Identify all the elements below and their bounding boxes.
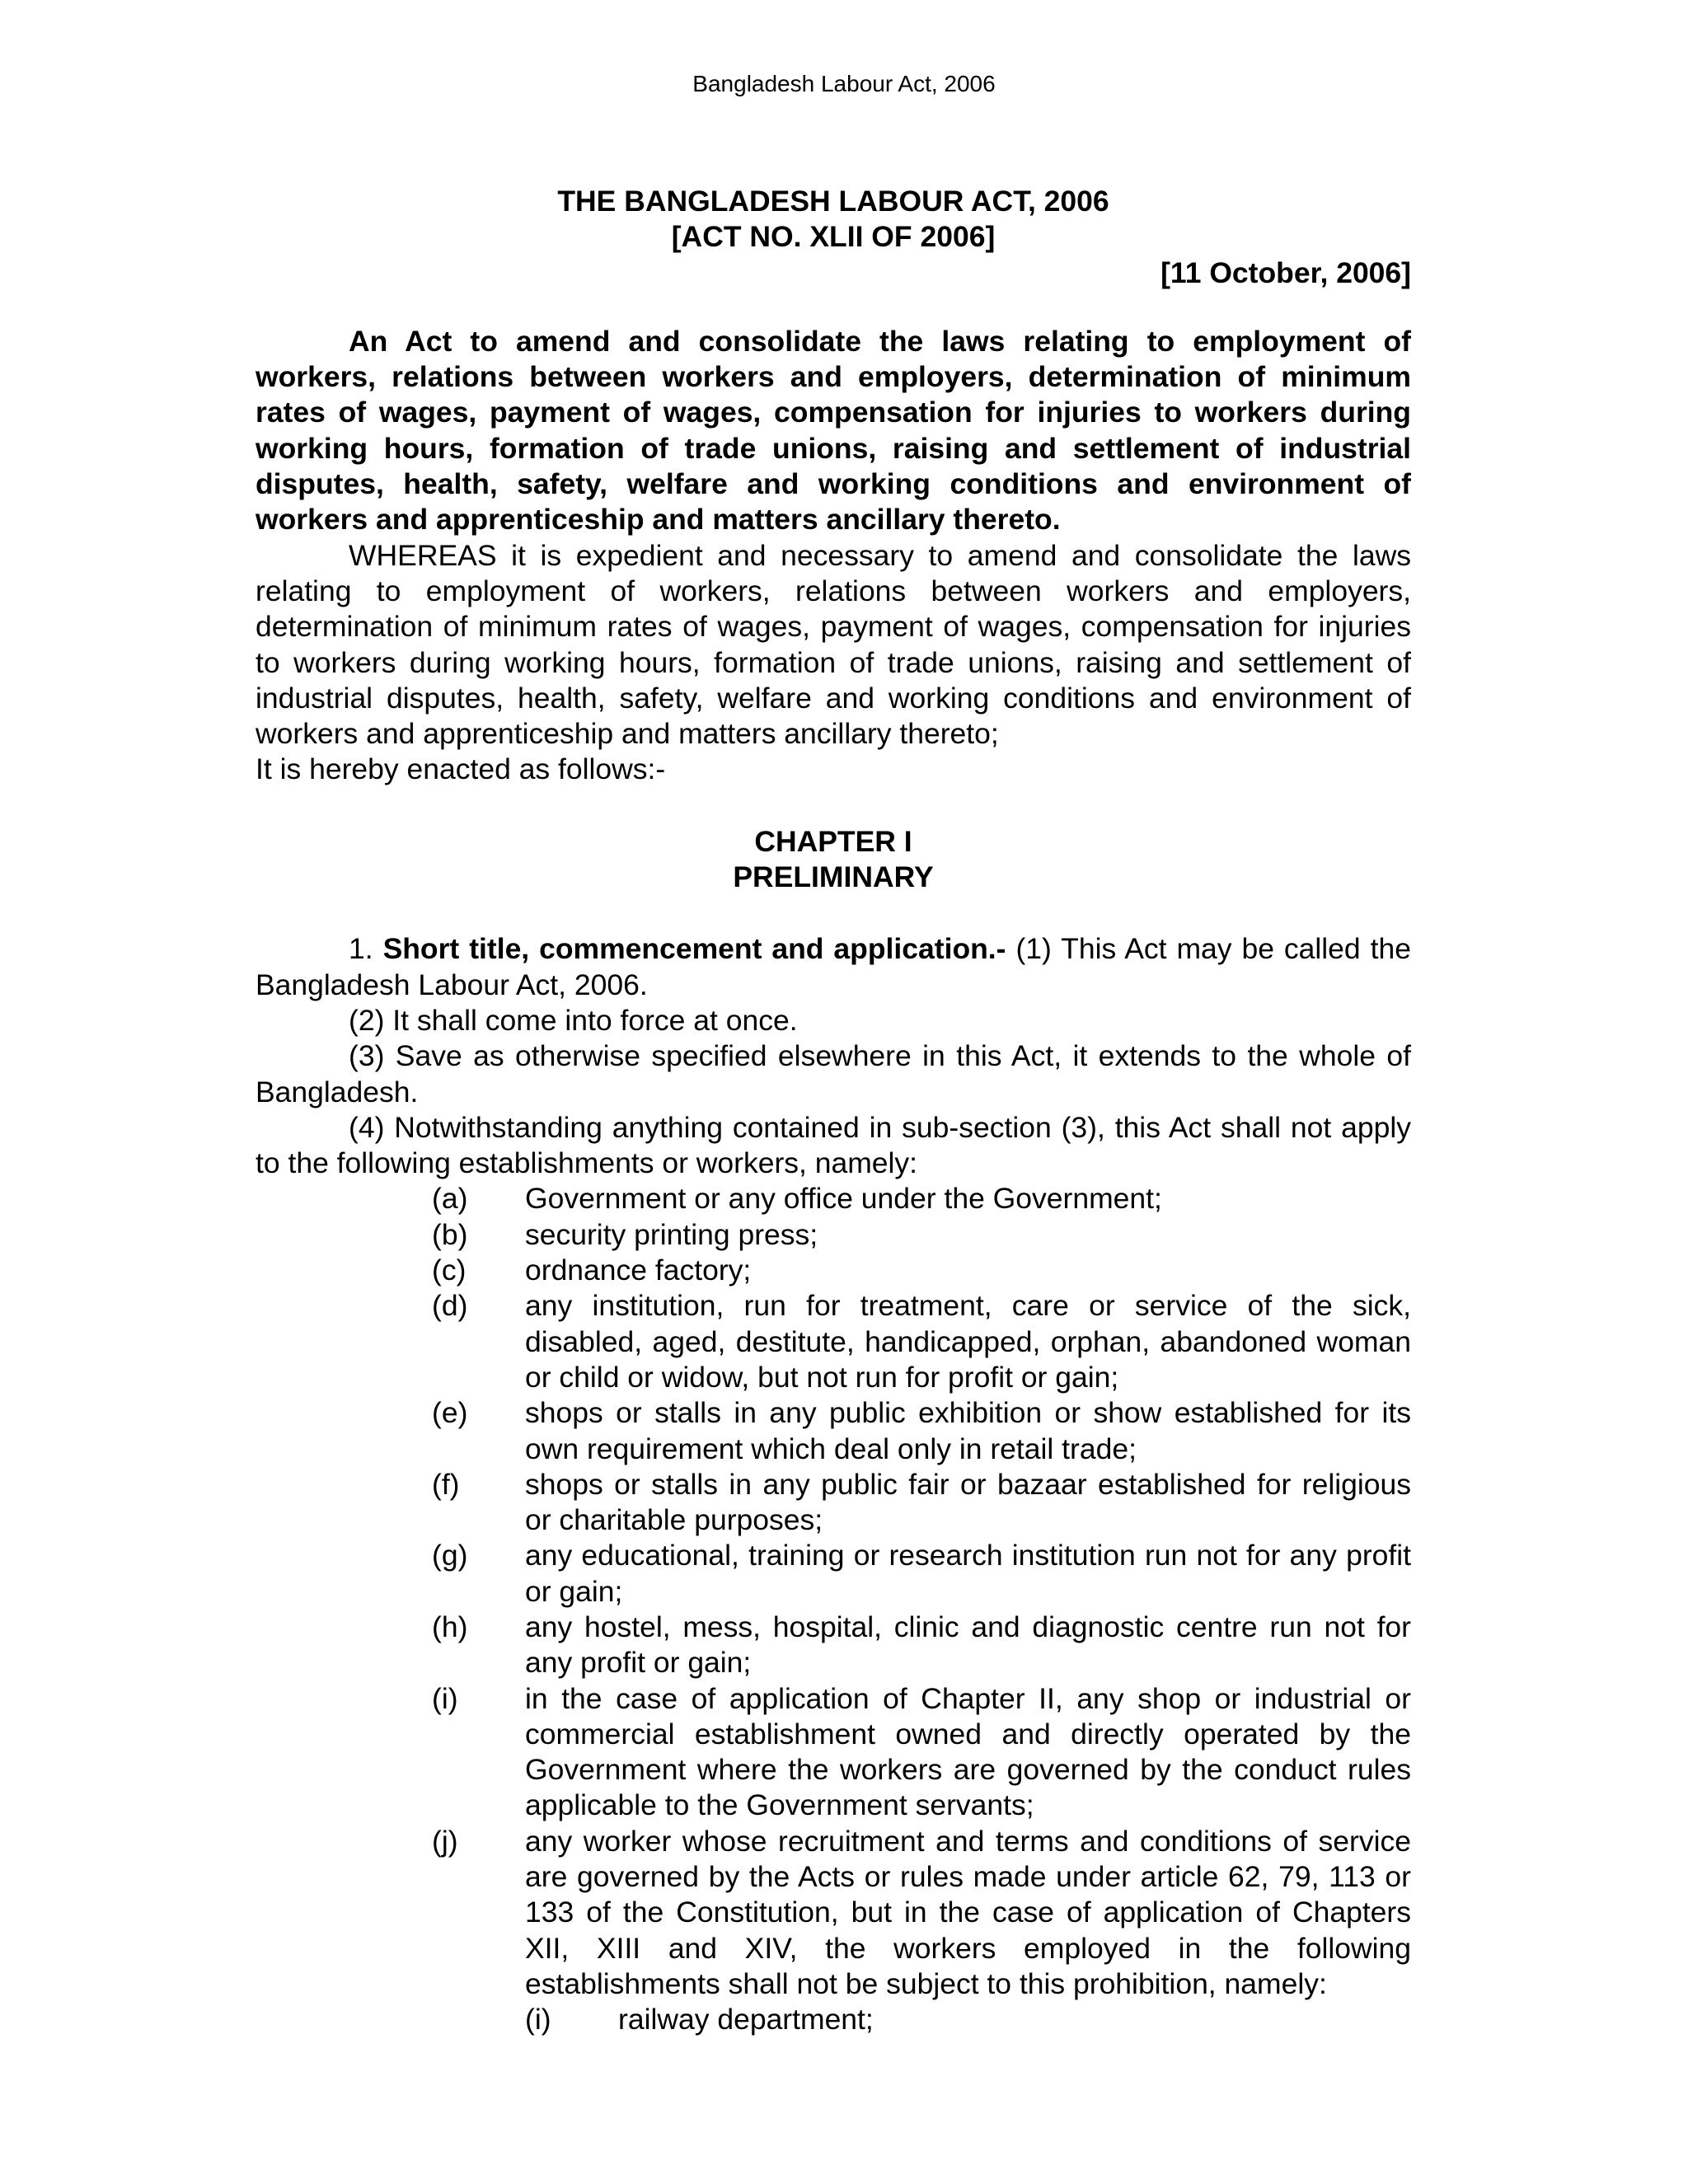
act-title: THE BANGLADESH LABOUR ACT, 2006 bbox=[557, 185, 1109, 218]
act-number: [ACT NO. XLII OF 2006] bbox=[671, 220, 996, 254]
list-item bbox=[256, 1181, 1411, 1216]
running-header: Bangladesh Labour Act, 2006 bbox=[692, 71, 996, 96]
clause-text: any institution, run for treatment, care or service of the sick, disabled, aged, destitute, handicapped, orphan, abandoned woman or child or widow, but not run for profit or gain; bbox=[525, 1289, 1411, 1394]
clause-label: (j) bbox=[432, 1824, 458, 1858]
clause-label: (a) bbox=[432, 1182, 468, 1216]
subclause-text: railway department; bbox=[618, 2003, 874, 2036]
clause-label: (c) bbox=[432, 1254, 467, 1287]
list-item bbox=[256, 2002, 1411, 2037]
clause-text: shops or stalls in any public exhibition or show established for its own requirement which deal only in retail trade; bbox=[525, 1396, 1411, 1465]
clause-text: in the case of application of Chapter II, any shop or industrial or commercial establishment owned and directly operated by the Government where the workers are governed by the conduct rules applicable to the Government servants; bbox=[525, 1681, 1411, 1822]
clause-text: ordnance factory; bbox=[525, 1254, 752, 1287]
subclause-label: (i) bbox=[525, 2003, 551, 2036]
clause-text: any hostel, mess, hospital, clinic and diagnostic centre run not for any profit or gain; bbox=[525, 1610, 1411, 1680]
list-item bbox=[256, 1824, 1411, 2002]
subsection-3: (3) Save as otherwise specified elsewhere in this Act, it extends to the whole of Bangladesh. bbox=[256, 1039, 1411, 1108]
list-item bbox=[256, 1217, 1411, 1253]
document-body bbox=[256, 184, 1411, 2038]
enactment-clause: It is hereby enacted as follows:- bbox=[256, 752, 666, 786]
list-item bbox=[256, 1538, 1411, 1610]
subsection-4: (4) Notwithstanding anything contained in sub-section (3), this Act shall not apply to the following establishments or workers, namely: bbox=[256, 1110, 1411, 1180]
clause-label: (g) bbox=[432, 1539, 468, 1572]
subsection-2: (2) It shall come into force at once. bbox=[349, 1003, 798, 1037]
clause-text: security printing press; bbox=[525, 1217, 818, 1251]
list-item bbox=[256, 1253, 1411, 1288]
chapter-number: CHAPTER I bbox=[754, 824, 912, 858]
clause-label: (e) bbox=[432, 1396, 468, 1430]
long-title: An Act to amend and consolidate the laws relating to employment of workers, relations between workers and employers, determination of minimum rates of wages, payment of wages, compensation for injuries to workers during working hours, formation of trade unions, raising and settlement of industrial disputes, health, safety, welfare and working conditions and environment of workers and apprenticeship and matters ancillary thereto. bbox=[256, 324, 1411, 537]
subsection-1: (1) This Act may be called the Bangladesh Labour Act, 2006. bbox=[256, 932, 1411, 1001]
section-1 bbox=[256, 931, 1411, 1003]
clause-text: Government or any office under the Government; bbox=[525, 1182, 1162, 1216]
subclause-list bbox=[256, 2002, 1411, 2037]
clause-text: any worker whose recruitment and terms and conditions of service are governed by the Acts or rules made under article 62, 79, 113 or 133 of the Constitution, but in the case of application of Chapters XII, XIII and XIV, the workers employed in the following establishments shall not be subject to this prohibition, namely: bbox=[525, 1824, 1411, 2000]
list-item bbox=[256, 1288, 1411, 1395]
section-heading: Short title, commencement and application.- bbox=[382, 932, 1006, 966]
section-number: 1. bbox=[349, 932, 373, 966]
act-date: [11 October, 2006] bbox=[1160, 255, 1411, 289]
clause-label: (f) bbox=[432, 1467, 460, 1501]
clause-label: (h) bbox=[432, 1610, 468, 1643]
clause-list bbox=[256, 1181, 1411, 2002]
clause-label: (b) bbox=[432, 1217, 468, 1251]
clause-text: shops or stalls in any public fair or bazaar established for religious or charitable purposes; bbox=[525, 1467, 1411, 1537]
clause-label: (d) bbox=[432, 1289, 468, 1323]
list-item bbox=[256, 1610, 1411, 1681]
clause-label: (i) bbox=[432, 1681, 458, 1715]
list-item bbox=[256, 1681, 1411, 1824]
list-item bbox=[256, 1395, 1411, 1467]
preamble: WHEREAS it is expedient and necessary to amend and consolidate the laws relating to employment of workers, relations between workers and employers, determination of minimum rates of wages, payment of wages, compensation for injuries to workers during working hours, formation of trade unions, raising and settlement of industrial disputes, health, safety, welfare and working conditions and environment of workers and apprenticeship and matters ancillary thereto; bbox=[256, 538, 1411, 751]
clause-text: any educational, training or research institution run not for any profit or gain; bbox=[525, 1539, 1411, 1608]
chapter-name: PRELIMINARY bbox=[733, 860, 934, 894]
list-item bbox=[256, 1467, 1411, 1539]
